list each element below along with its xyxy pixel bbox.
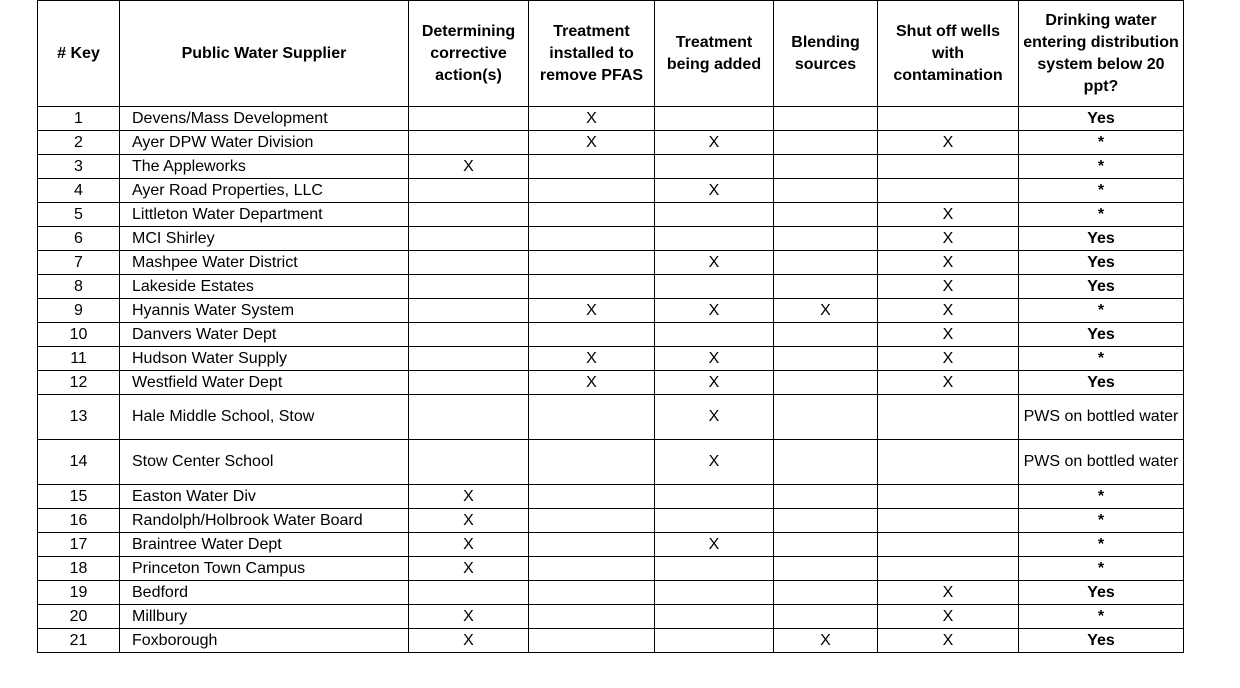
status-cell: * bbox=[1019, 533, 1184, 557]
installed-cell bbox=[529, 203, 655, 227]
shutoff-cell bbox=[878, 485, 1019, 509]
blending-cell bbox=[774, 107, 878, 131]
shutoff-cell: X bbox=[878, 629, 1019, 653]
installed-cell bbox=[529, 395, 655, 440]
installed-cell: X bbox=[529, 299, 655, 323]
supplier-cell: Danvers Water Dept bbox=[120, 323, 409, 347]
blending-cell bbox=[774, 371, 878, 395]
header-status: Drinking water entering distribution system below 20 ppt? bbox=[1019, 1, 1184, 107]
blending-cell bbox=[774, 203, 878, 227]
table-body bbox=[38, 107, 1184, 653]
header-blending: Blending sources bbox=[774, 1, 878, 107]
adding-cell bbox=[655, 107, 774, 131]
shutoff-cell bbox=[878, 509, 1019, 533]
key-cell: 13 bbox=[38, 395, 120, 440]
blending-cell bbox=[774, 605, 878, 629]
determining-cell bbox=[409, 323, 529, 347]
status-cell: * bbox=[1019, 179, 1184, 203]
table-row bbox=[38, 533, 1184, 557]
shutoff-cell bbox=[878, 179, 1019, 203]
supplier-cell: Ayer Road Properties, LLC bbox=[120, 179, 409, 203]
determining-cell bbox=[409, 371, 529, 395]
table-row bbox=[38, 107, 1184, 131]
blending-cell: X bbox=[774, 629, 878, 653]
installed-cell: X bbox=[529, 107, 655, 131]
table-row bbox=[38, 299, 1184, 323]
determining-cell bbox=[409, 251, 529, 275]
blending-cell bbox=[774, 179, 878, 203]
shutoff-cell: X bbox=[878, 371, 1019, 395]
key-cell: 16 bbox=[38, 509, 120, 533]
key-cell: 20 bbox=[38, 605, 120, 629]
determining-cell: X bbox=[409, 629, 529, 653]
key-cell: 10 bbox=[38, 323, 120, 347]
installed-cell: X bbox=[529, 131, 655, 155]
key-cell: 2 bbox=[38, 131, 120, 155]
key-cell: 9 bbox=[38, 299, 120, 323]
status-cell: * bbox=[1019, 485, 1184, 509]
determining-cell bbox=[409, 275, 529, 299]
table-row bbox=[38, 203, 1184, 227]
adding-cell bbox=[655, 275, 774, 299]
pfas-response-table bbox=[37, 0, 1184, 653]
table-row bbox=[38, 581, 1184, 605]
shutoff-cell bbox=[878, 107, 1019, 131]
supplier-cell: Westfield Water Dept bbox=[120, 371, 409, 395]
key-cell: 7 bbox=[38, 251, 120, 275]
blending-cell bbox=[774, 533, 878, 557]
table-row bbox=[38, 605, 1184, 629]
table-row bbox=[38, 509, 1184, 533]
header-installed: Treatment installed to remove PFAS bbox=[529, 1, 655, 107]
blending-cell bbox=[774, 155, 878, 179]
shutoff-cell bbox=[878, 533, 1019, 557]
shutoff-cell: X bbox=[878, 605, 1019, 629]
installed-cell: X bbox=[529, 347, 655, 371]
status-cell: Yes bbox=[1019, 581, 1184, 605]
status-cell: * bbox=[1019, 557, 1184, 581]
status-cell: * bbox=[1019, 605, 1184, 629]
blending-cell bbox=[774, 395, 878, 440]
shutoff-cell: X bbox=[878, 581, 1019, 605]
blending-cell bbox=[774, 557, 878, 581]
blending-cell bbox=[774, 485, 878, 509]
header-supplier: Public Water Supplier bbox=[120, 1, 409, 107]
blending-cell bbox=[774, 581, 878, 605]
blending-cell bbox=[774, 227, 878, 251]
status-cell: * bbox=[1019, 347, 1184, 371]
key-cell: 6 bbox=[38, 227, 120, 251]
table-row bbox=[38, 227, 1184, 251]
blending-cell: X bbox=[774, 299, 878, 323]
shutoff-cell: X bbox=[878, 347, 1019, 371]
status-cell: Yes bbox=[1019, 251, 1184, 275]
status-cell: Yes bbox=[1019, 275, 1184, 299]
blending-cell bbox=[774, 251, 878, 275]
supplier-cell: Lakeside Estates bbox=[120, 275, 409, 299]
shutoff-cell: X bbox=[878, 227, 1019, 251]
shutoff-cell: X bbox=[878, 275, 1019, 299]
determining-cell bbox=[409, 299, 529, 323]
supplier-cell: Hale Middle School, Stow bbox=[120, 395, 409, 440]
shutoff-cell: X bbox=[878, 323, 1019, 347]
status-cell: * bbox=[1019, 131, 1184, 155]
shutoff-cell: X bbox=[878, 203, 1019, 227]
determining-cell: X bbox=[409, 605, 529, 629]
header-adding: Treatment being added bbox=[655, 1, 774, 107]
key-cell: 1 bbox=[38, 107, 120, 131]
table-row bbox=[38, 155, 1184, 179]
adding-cell: X bbox=[655, 440, 774, 485]
key-cell: 4 bbox=[38, 179, 120, 203]
header-row bbox=[38, 1, 1184, 107]
supplier-cell: Devens/Mass Development bbox=[120, 107, 409, 131]
supplier-cell: MCI Shirley bbox=[120, 227, 409, 251]
adding-cell bbox=[655, 557, 774, 581]
status-cell: * bbox=[1019, 155, 1184, 179]
key-cell: 11 bbox=[38, 347, 120, 371]
adding-cell bbox=[655, 581, 774, 605]
shutoff-cell bbox=[878, 557, 1019, 581]
determining-cell: X bbox=[409, 155, 529, 179]
adding-cell bbox=[655, 155, 774, 179]
installed-cell: X bbox=[529, 371, 655, 395]
key-cell: 8 bbox=[38, 275, 120, 299]
adding-cell: X bbox=[655, 347, 774, 371]
installed-cell bbox=[529, 251, 655, 275]
determining-cell bbox=[409, 440, 529, 485]
adding-cell: X bbox=[655, 371, 774, 395]
table-row bbox=[38, 323, 1184, 347]
installed-cell bbox=[529, 179, 655, 203]
determining-cell bbox=[409, 203, 529, 227]
status-cell: * bbox=[1019, 299, 1184, 323]
table-row bbox=[38, 440, 1184, 485]
status-cell: * bbox=[1019, 203, 1184, 227]
determining-cell bbox=[409, 227, 529, 251]
shutoff-cell: X bbox=[878, 131, 1019, 155]
key-cell: 15 bbox=[38, 485, 120, 509]
determining-cell bbox=[409, 179, 529, 203]
adding-cell bbox=[655, 227, 774, 251]
supplier-cell: Easton Water Div bbox=[120, 485, 409, 509]
supplier-cell: Littleton Water Department bbox=[120, 203, 409, 227]
status-cell: Yes bbox=[1019, 629, 1184, 653]
table-row bbox=[38, 251, 1184, 275]
adding-cell bbox=[655, 605, 774, 629]
shutoff-cell: X bbox=[878, 251, 1019, 275]
status-cell: Yes bbox=[1019, 107, 1184, 131]
table-row bbox=[38, 485, 1184, 509]
header-shutoff: Shut off wells with contamination bbox=[878, 1, 1019, 107]
table-row bbox=[38, 371, 1184, 395]
blending-cell bbox=[774, 275, 878, 299]
table-row bbox=[38, 347, 1184, 371]
status-cell: * bbox=[1019, 509, 1184, 533]
status-cell: PWS on bottled water bbox=[1019, 440, 1184, 485]
supplier-cell: Randolph/Holbrook Water Board bbox=[120, 509, 409, 533]
supplier-cell: The Appleworks bbox=[120, 155, 409, 179]
key-cell: 21 bbox=[38, 629, 120, 653]
adding-cell: X bbox=[655, 251, 774, 275]
table-row bbox=[38, 179, 1184, 203]
key-cell: 17 bbox=[38, 533, 120, 557]
supplier-cell: Mashpee Water District bbox=[120, 251, 409, 275]
status-cell: Yes bbox=[1019, 323, 1184, 347]
supplier-cell: Millbury bbox=[120, 605, 409, 629]
adding-cell: X bbox=[655, 395, 774, 440]
blending-cell bbox=[774, 509, 878, 533]
determining-cell bbox=[409, 107, 529, 131]
supplier-cell: Princeton Town Campus bbox=[120, 557, 409, 581]
supplier-cell: Hudson Water Supply bbox=[120, 347, 409, 371]
determining-cell bbox=[409, 581, 529, 605]
supplier-cell: Hyannis Water System bbox=[120, 299, 409, 323]
installed-cell bbox=[529, 323, 655, 347]
adding-cell bbox=[655, 509, 774, 533]
blending-cell bbox=[774, 440, 878, 485]
key-cell: 3 bbox=[38, 155, 120, 179]
adding-cell bbox=[655, 629, 774, 653]
supplier-cell: Stow Center School bbox=[120, 440, 409, 485]
blending-cell bbox=[774, 347, 878, 371]
table-row bbox=[38, 275, 1184, 299]
determining-cell: X bbox=[409, 557, 529, 581]
shutoff-cell: X bbox=[878, 299, 1019, 323]
installed-cell bbox=[529, 155, 655, 179]
adding-cell: X bbox=[655, 533, 774, 557]
shutoff-cell bbox=[878, 440, 1019, 485]
determining-cell bbox=[409, 395, 529, 440]
supplier-cell: Foxborough bbox=[120, 629, 409, 653]
table-row bbox=[38, 131, 1184, 155]
adding-cell: X bbox=[655, 179, 774, 203]
key-cell: 5 bbox=[38, 203, 120, 227]
determining-cell: X bbox=[409, 509, 529, 533]
installed-cell bbox=[529, 509, 655, 533]
installed-cell bbox=[529, 485, 655, 509]
installed-cell bbox=[529, 227, 655, 251]
header-key: # Key bbox=[38, 1, 120, 107]
adding-cell: X bbox=[655, 131, 774, 155]
determining-cell bbox=[409, 347, 529, 371]
installed-cell bbox=[529, 605, 655, 629]
adding-cell bbox=[655, 485, 774, 509]
supplier-cell: Braintree Water Dept bbox=[120, 533, 409, 557]
key-cell: 12 bbox=[38, 371, 120, 395]
installed-cell bbox=[529, 557, 655, 581]
shutoff-cell bbox=[878, 155, 1019, 179]
key-cell: 14 bbox=[38, 440, 120, 485]
header-determining: Determining corrective action(s) bbox=[409, 1, 529, 107]
key-cell: 19 bbox=[38, 581, 120, 605]
installed-cell bbox=[529, 533, 655, 557]
blending-cell bbox=[774, 323, 878, 347]
adding-cell bbox=[655, 203, 774, 227]
status-cell: Yes bbox=[1019, 371, 1184, 395]
determining-cell: X bbox=[409, 533, 529, 557]
table-row bbox=[38, 629, 1184, 653]
table-row bbox=[38, 395, 1184, 440]
determining-cell: X bbox=[409, 485, 529, 509]
shutoff-cell bbox=[878, 395, 1019, 440]
installed-cell bbox=[529, 581, 655, 605]
status-cell: PWS on bottled water bbox=[1019, 395, 1184, 440]
installed-cell bbox=[529, 629, 655, 653]
installed-cell bbox=[529, 440, 655, 485]
supplier-cell: Ayer DPW Water Division bbox=[120, 131, 409, 155]
key-cell: 18 bbox=[38, 557, 120, 581]
installed-cell bbox=[529, 275, 655, 299]
determining-cell bbox=[409, 131, 529, 155]
adding-cell bbox=[655, 323, 774, 347]
blending-cell bbox=[774, 131, 878, 155]
adding-cell: X bbox=[655, 299, 774, 323]
status-cell: Yes bbox=[1019, 227, 1184, 251]
table-row bbox=[38, 557, 1184, 581]
supplier-cell: Bedford bbox=[120, 581, 409, 605]
